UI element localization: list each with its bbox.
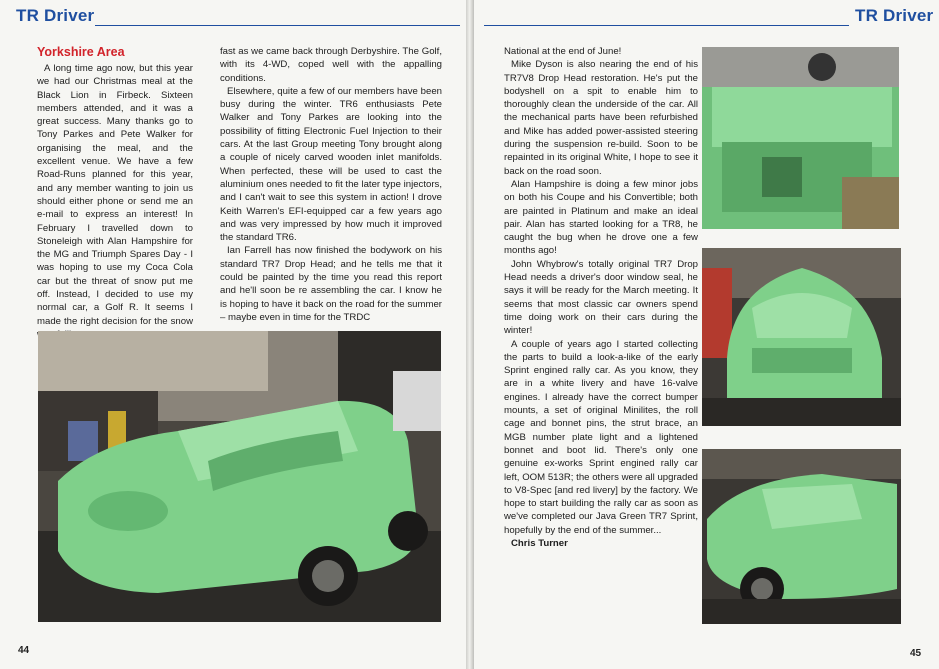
header-rule-left xyxy=(95,25,460,26)
article-paragraph: Elsewhere, quite a few of our members have been busy during the winter. TR6 enthusiasts Pete Walker and Tony Parkes are looking into the possibility of fitting Electronic Fuel Injection to their cars. At the last Group meeting Tony brought along a couple of nicely carved wooden inlet manifolds. When perfected, these will be used to cast the aluminium ones needed to fit the later type injectors, and I can't wait to see this system in action! I drove Keith Warren's EFI-equipped car a few years ago and was very impressed by how much it improved the standard TR6. xyxy=(220,85,442,244)
article-paragraph: A long time ago now, but this year we had our Christmas meal at the Black Lion in Firbeck. Sixteen members attended, and it was a great success. Many thanks go to Tony Parkes and Pete Walker for organising the meal, and the excellent venue. We have a few Road-Runs planned for this year, and any member wanting to join us should either phone or send me an e-mail to express an interest! In February I travelled down to Stoneleigh with Alan Hampshire for the MG and Triumph Spares Day - I was hoping to use my Coca Cola car but the threat of snow put me off. Instead, I decided to use my normal car, a Golf R. It seems I made the right decision for the snow xyxy=(37,63,193,327)
section-heading: Yorkshire Area xyxy=(37,45,125,59)
page-gutter xyxy=(466,0,474,669)
photo-tr7-side-view xyxy=(702,449,901,624)
masthead-left: TR Driver xyxy=(16,6,95,25)
left-page xyxy=(0,0,466,669)
photo-tr7-front-view xyxy=(702,248,901,426)
page-number-left: 44 xyxy=(18,645,30,656)
photo-tr7-bodyshell-garage xyxy=(38,331,441,622)
article-paragraph: National at the end of June! xyxy=(504,46,622,57)
masthead-right: TR Driver xyxy=(855,6,934,25)
article-paragraph: Mike Dyson is also nearing the end of his TR7V8 Drop Head restoration. He's put the bodyshell on a spit to enable him to thoroughly clean the underside of the car. All the mechanical parts have been refurbished and Mike has added power-assisted steering during the suspension re-build. Soon to be repainted in its original White, I hope to see it back on the road soon. xyxy=(504,59,698,177)
left-column-1 xyxy=(37,45,193,341)
article-paragraph: John Whybrow's totally original TR7 Drop Head needs a driver's door window seal, he says it will be ready for the March meeting. It seems that most classic car owners spend time doing work on their cars during the winter! xyxy=(504,258,698,337)
left-column-2 xyxy=(220,45,442,324)
photo-tr7-engine-bay xyxy=(702,47,899,229)
article-paragraph: A couple of years ago I started collecting the parts to build a look-a-like of the early Sprint engined rally car. As you know, they are in a white livery and have 16-valve engines. I already have the correct bumper mounts, a set of original Minilites, the roll cage and bonnet pins, the strut brace, an MGB number plate light and a lightened bonnet and boot lid. There's only one genuine ex-works Sprint engined rally car left, OOM 513R; the others were all upgraded to V8-Spec [and red livery] by the factory. We hope to start building the rally car as soon as we've completed our Java Green TR7 Sprint, hopefully by the end of the summer... xyxy=(504,338,698,536)
page-number-right: 45 xyxy=(910,648,922,659)
article-paragraph: Ian Farrell has now finished the bodywork on his standard TR7 Drop Head; and he tells me that it could be painted by the time you read this report and he'll soon be re assembling the car. I know he is hoping to have it back on the road for the summer – maybe even in time for the TRDC xyxy=(220,245,442,323)
article-paragraph: Alan Hampshire is doing a few minor jobs on both his Coupe and his Convertible; both are painted in Platinum and make an ideal pair. Alan has started looking for a TR8, he caught the bug when he drove one a few months ago! xyxy=(504,178,698,257)
article-paragraph: fast as we came back through Derbyshire. The Golf, with its 4-WD, coped well with the appalling conditions. xyxy=(220,46,442,84)
right-page xyxy=(474,0,939,669)
header-rule-right xyxy=(484,25,849,26)
right-column xyxy=(504,45,698,550)
author-name: Chris Turner xyxy=(511,537,568,549)
